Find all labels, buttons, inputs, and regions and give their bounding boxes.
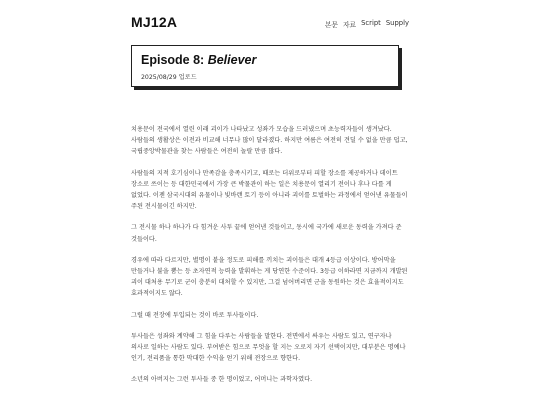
body-paragraph: 투사들은 성좌와 계약해 그 힘을 다루는 사람들을 말한다. 전면에서 싸우는 사람도 있고, 연구자나 의사로 일하는 사람도 있다. 부여받은 힘으로 무엇을 할 지는 오로지 자기 선택이지만, 대부분은 명예나 인기, 전리품을 통한 막대한 수익을 얻기 위해 전장으로 향한다. (131, 332, 406, 363)
episode-card (131, 45, 399, 87)
nav-item-script[interactable]: Script (361, 19, 381, 27)
body-paragraph: 그 전시물 하나 하나가 다 힘겨운 사투 끝에 얻어낸 것들이고, 동시에 국가에 새로운 동력을 가져다 준 것들이다. (131, 224, 402, 243)
body-paragraph: 그럴 때 전장에 투입되는 것이 바로 투사들이다. (131, 311, 259, 319)
site-logo[interactable]: MJ12A (131, 14, 178, 30)
body-paragraph: 치용문이 전국에서 열린 이래 괴이가 나타났고 성좌가 모습을 드러냈으며 초능력자들이 생겨났다. 사람들의 생활상은 이전과 비교해 너무나 많이 달라졌다. 하지만 여름은 여전히 견딜 수 없을 만큼 덥고, 국립중앙박물관을 찾는 사람들은 여전히 놀랄 만큼 많다. (131, 126, 408, 156)
site-header (131, 14, 409, 34)
episode-name: Believer (207, 53, 257, 67)
body-paragraph: 경우에 따라 다르지만, 별명이 붙을 정도로 피해를 끼치는 괴이들은 대개 4등급 이상이다. 방어막을 만들거나 불을 뿜는 등 초자연적 능력을 발휘하는 게 당연한 수준이다. 3등급 이하라면 지금까지 개발된 괴이 대처용 무기로 군이 충분히 대처할 수 있지만, 그걸 넘어버리면 군을 동원하는 것은 효율적이지도 효과적이지도 않다. (131, 256, 408, 298)
post-date: 2025/08/29 (141, 74, 177, 81)
post-meta (141, 72, 197, 81)
nav-item-supply[interactable]: Supply (385, 19, 409, 27)
upload-label: 업로드 (178, 74, 197, 81)
episode-title (141, 53, 256, 67)
top-nav (325, 19, 409, 29)
nav-item-main[interactable]: 본문 (324, 21, 338, 29)
body-paragraph: 소년의 아버지는 그런 투사들 중 한 명이었고, 어머니는 과학자였다. (131, 376, 313, 384)
body-paragraph: 사람들의 지적 호기심이나 만족감을 충족시키고, 때로는 더위로부터 피할 장소를 제공하거나 데이트 장소로 쓰이는 등 대한민국에서 가장 큰 박물관이 하는 일은 치용문이 열리기 전이나 후나 다를 게 없었다. 이젠 삼국시대의 유물이나 빛바랜 토기 등이 아니라 괴이를 토벌하는 과정에서 얻어낸 유물들이 주된 전시물이긴 하지만. (131, 169, 408, 211)
episode-prefix: Episode 8: (141, 53, 208, 67)
nav-item-resources[interactable]: 자료 (342, 21, 357, 29)
post-body (131, 124, 410, 396)
